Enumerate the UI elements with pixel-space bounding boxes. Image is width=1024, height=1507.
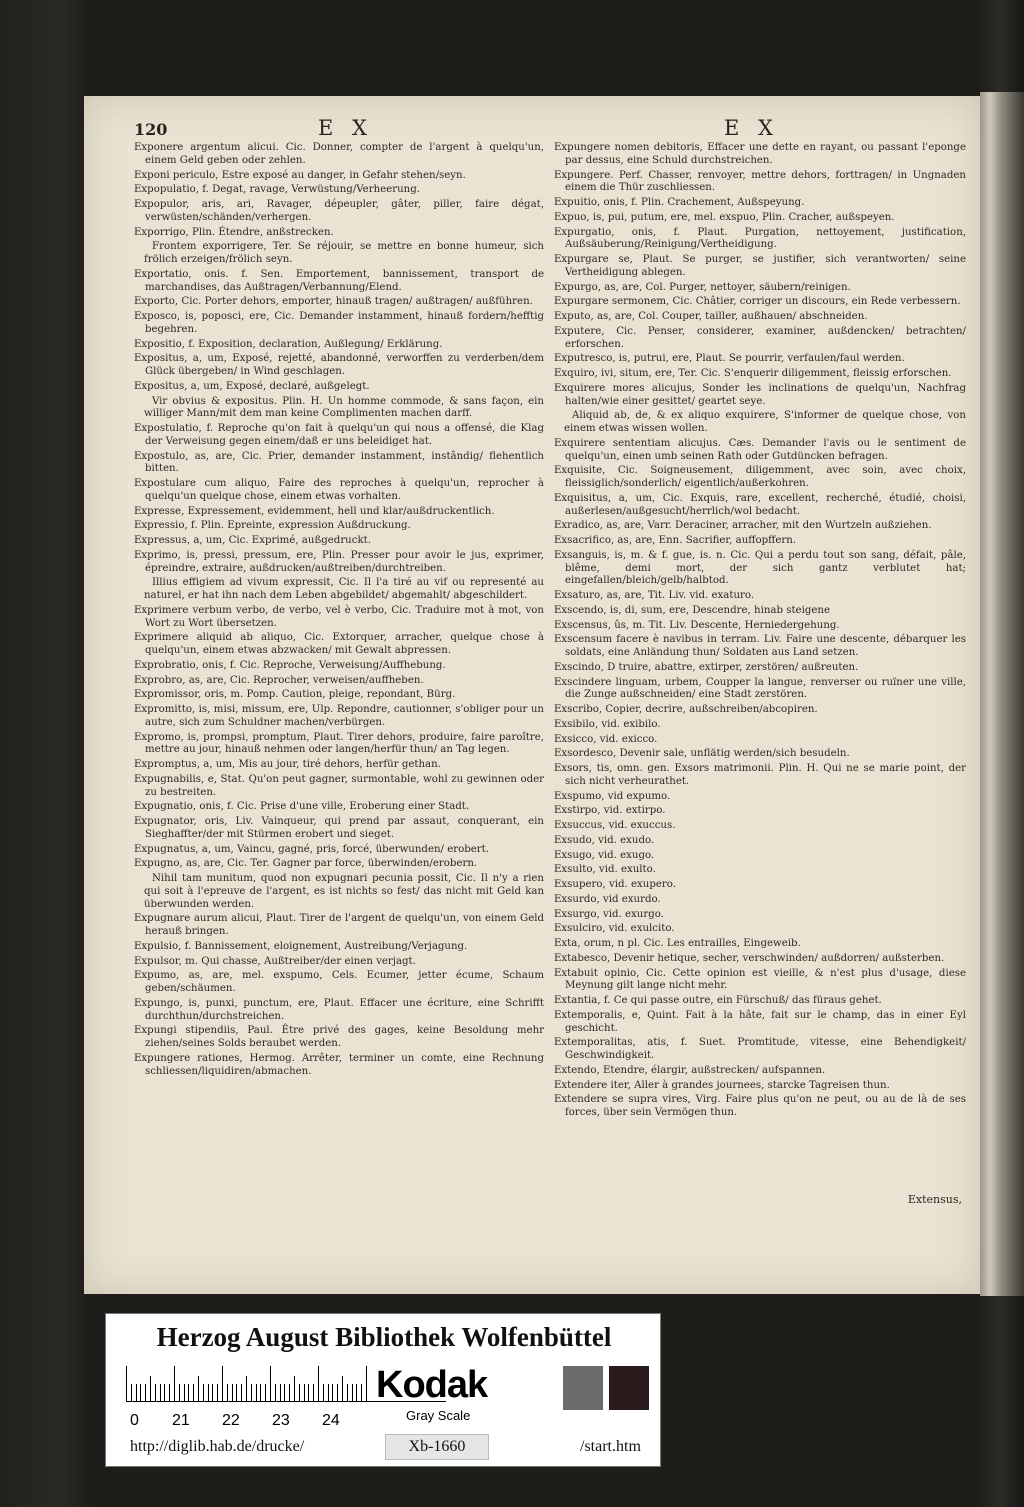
ruler-tick — [222, 1366, 223, 1402]
dictionary-entry: Exquisitus, a, um, Cic. Exquis, rare, excellent, recherché, étudié, choisi, außerlesen/außgesucht/herrlich/wol bedacht. — [554, 492, 966, 517]
ruler-tick — [289, 1384, 290, 1402]
ruler-tick — [265, 1384, 266, 1402]
dictionary-entry: Expugno, as, are, Cic. Ter. Gagner par force, überwinden/erobern. — [134, 858, 478, 870]
library-target-card — [105, 1313, 661, 1467]
dictionary-entry: Exprobro, as, are, Cic. Reprocher, verweisen/auffheben. — [134, 674, 424, 686]
ruler-tick — [260, 1384, 261, 1402]
dictionary-entry: Expulsor, m. Qui chasse, Außtreiber/der einen verjagt. — [134, 955, 416, 967]
library-url: http://diglib.hab.de/drucke/ — [130, 1438, 305, 1455]
ruler-tick — [217, 1384, 218, 1402]
ruler-tick — [366, 1366, 367, 1402]
dictionary-entry: Exsupero, vid. exupero. — [554, 879, 676, 890]
dictionary-entry: Expromo, is, prompsi, promptum, Plaut. Tirer dehors, produire, faire paroître, mettre au jour, hinauß nehmen oder langen/herfür thun/ an Tag legen. — [134, 731, 544, 756]
dictionary-entry: Exquiro, ivi, situm, ere, Ter. Cic. S'enquerir diligemment, fleissig erforschen. — [554, 368, 952, 379]
dictionary-entry: Expostulatio, f. Reproche qu'on fait à quelqu'un qui nous a offensé, die Klag der Verweisung gegen einem/daß er uns beleidiget hat. — [134, 423, 544, 447]
ruler-tick — [270, 1366, 271, 1402]
ruler-tick — [140, 1384, 141, 1402]
gray-patch — [563, 1366, 603, 1410]
ruler-tick — [275, 1384, 276, 1402]
ruler-tick — [299, 1384, 300, 1402]
dictionary-entry: Expressus, a, um, Cic. Exprimé, außgedruckt. — [134, 535, 371, 546]
dictionary-entry: Exsurgo, vid. exurgo. — [554, 908, 664, 920]
dictionary-entry: Exscindo, D truire, abattre, extirper, zerstören/ außreuten. — [554, 661, 859, 673]
dictionary-entry: Exsurdo, vid exurdo. — [554, 893, 661, 905]
ruler-tick — [241, 1384, 242, 1402]
ruler-tick — [126, 1366, 127, 1402]
dictionary-entry: Extemporalis, e, Quint. Fait à la hâte, fait sur le champ, das in einer Eyl geschicht. — [554, 1009, 966, 1034]
ruler-tick — [236, 1384, 237, 1402]
dictionary-entry: Expurgare se, Plaut. Se purger, se justifier, sich verantworten/ seine Vertheidigung ablegen. — [554, 254, 966, 278]
dictionary-entry: Expostulare cum aliquo, Faire des reproches à quelqu'un, reprocher à quelqu'un quelque chose, einem etwas vorhalten. — [134, 478, 544, 502]
ruler-tick — [188, 1384, 189, 1402]
dictionary-entry: Exputresco, is, putrui, ere, Plaut. Se pourrir, verfaulen/faul werden. — [554, 353, 905, 365]
ruler-tick — [160, 1384, 161, 1402]
dictionary-entry: Extemporalitas, atis, f. Suet. Promtitude, vitesse, eine Behendigkeit/ Geschwindigkeit. — [554, 1037, 966, 1061]
dictionary-entry: Exputere, Cic. Penser, considerer, examiner, außdencken/ betrachten/ erforschen. — [554, 325, 966, 350]
dictionary-entry: Expurgare sermonem, Cic. Châtier, corriger un discours, ein Rede verbessern. — [554, 296, 961, 308]
scale-number: 22 — [222, 1412, 240, 1429]
ruler-tick — [347, 1384, 348, 1402]
ruler-tick — [164, 1384, 165, 1402]
dictionary-entry: Exsulciro, vid. exulcito. — [554, 923, 675, 935]
dictionary-entry: Exsordesco, Devenir sale, unflätig werden/sich besudeln. — [554, 748, 850, 760]
ruler-tick — [179, 1384, 180, 1402]
dictionary-entry: Exquisite, Cic. Soigneusement, diligemment, avec soin, avec choix, fleissiglich/sonderlich/ eigentlich/außerkohren. — [554, 465, 966, 489]
page-number: 120 — [134, 120, 168, 139]
dictionary-entry: Exsugo, vid. exugo. — [554, 849, 655, 861]
dictionary-entry: Expumo, as, are, mel. exspumo, Cels. Ecumer, jetter écume, Schaum geben/schäumen. — [134, 970, 544, 994]
dictionary-entry: Expungere nomen debitoris, Effacer une dette en rayant, ou passant l'eponge par dessus, eine Schuld durchstreichen. — [554, 142, 966, 166]
dictionary-entry: Expungere rationes, Hermog. Arrêter, terminer un comte, eine Rechnung schliessen/liquidiren/abmachen. — [134, 1052, 544, 1077]
ruler-tick — [198, 1376, 199, 1402]
dictionary-entry: Exsanguis, is, m. & f. gue, is. n. Cic. Qui a perdu tout son sang, défait, pâle, blême, demi mort, der sich gantz verblutet hat; eingefallen/bleich/gelb/halbtod. — [554, 549, 966, 587]
dictionary-entry: Expugnator, oris, Liv. Vainqueur, qui prend par assaut, conquerant, ein Sieghaffter/der mit Stürmen erobert und sieget. — [134, 816, 544, 840]
ruler-tick — [361, 1384, 362, 1402]
gray-scale-label: Gray Scale — [406, 1408, 471, 1423]
catchword: Extensus, — [907, 1193, 962, 1206]
ruler-tick — [323, 1384, 324, 1402]
dictionary-entry: Exta, orum, n pl. Cic. Les entrailles, Eingeweib. — [554, 938, 801, 949]
dictionary-entry: Expositio, f. Exposition, declaration, Außlegung/ Erklärung. — [134, 338, 443, 350]
ruler-tick — [174, 1366, 175, 1402]
dictionary-entry: Exporto, Cic. Porter dehors, emporter, hinauß tragen/ außtragen/ außführen. — [134, 296, 533, 308]
dictionary-entry: Expungi stipendiis, Paul. Être privé des gages, keine Besoldung mehr ziehen/seines Solds beraubet werden. — [134, 1025, 544, 1049]
dictionary-entry: Exponere argentum alicui. Cic. Donner, compter de l'argent à quelqu'un, einem Geld geben oder zehlen. — [134, 142, 544, 166]
shelfmark: Xb-1660 — [385, 1434, 489, 1460]
ruler-tick — [284, 1384, 285, 1402]
dictionary-entry: Expugnatus, a, um, Vaincu, gagné, pris, forcé, überwunden/ erobert. — [134, 843, 489, 855]
kodak-logo: Kodak — [376, 1364, 488, 1406]
ruler-tick — [203, 1384, 204, 1402]
dictionary-entry: Expresse, Expressement, evidemment, hell und klar/außdruckentlich. — [134, 505, 495, 517]
dictionary-entry: Expromitto, is, misi, missum, ere, Ulp. Repondre, cautionner, s'obliger pour un autre, sich zum Schuldner machen/verbürgen. — [134, 704, 544, 728]
ruler-tick — [155, 1384, 156, 1402]
right-column — [554, 116, 966, 1206]
dictionary-entry: Exquirere mores alicujus, Sonder les inclinations de quelqu'un, Nachfrag halten/wie einer gesittet/ geartet seye. — [554, 382, 966, 407]
dictionary-entry: Exprimere aliquid ab aliquo, Cic. Extorquer, arracher, quelque chose à quelqu'un, einem etwas abzwacken/ mit Gewalt abpressen. — [134, 632, 544, 656]
dictionary-entry: Exponi periculo, Estre exposé au danger, in Gefahr stehen/seyn. — [134, 169, 466, 181]
start-path: /start.htm — [580, 1438, 641, 1455]
dictionary-entry: Expuitio, onis, f. Plin. Crachement, Außspeyung. — [554, 197, 805, 208]
dictionary-entry: Nihil tam munitum, quod non expugnari pecunia possit, Cic. Il n'y a rien qui soit à l'epreuve de l'argent, es ist nichts so fest/ das nicht mit Geld kan überwunden werden. — [144, 873, 544, 910]
ruler-tick — [356, 1384, 357, 1402]
ruler-tick — [246, 1376, 247, 1402]
ruler-tick — [131, 1384, 132, 1402]
right-column-header: E X — [724, 116, 779, 140]
dictionary-entry: Exradico, as, are, Varr. Deraciner, arracher, mit den Wurtzeln außziehen. — [554, 520, 932, 532]
dictionary-entry: Exscindere linguam, urbem, Coupper la langue, renverser ou ruïner une ville, die Zunge außschneiden/ eine Stadt zerstören. — [554, 676, 966, 701]
dictionary-entry: Exquirere sententiam alicujus. Cæs. Demander l'avis ou le sentiment de quelqu'un, einen umb seinen Rath oder Gutdüncken befragen. — [554, 437, 966, 462]
dictionary-entry: Extabesco, Devenir hetique, secher, verschwinden/ außdorren/ außsterben. — [554, 952, 945, 964]
scale-number: 0 — [130, 1412, 139, 1429]
dark-patch — [609, 1366, 649, 1410]
left-header-row — [134, 116, 544, 138]
ruler-tick — [328, 1384, 329, 1402]
dictionary-entry: Expromissor, oris, m. Pomp. Caution, pleige, repondant, Bürg. — [134, 689, 456, 701]
ruler-tick — [256, 1384, 257, 1402]
dictionary-entry: Expugnare aurum alicui, Plaut. Tirer de l'argent de quelqu'un, von einem Geld herauß bringen. — [134, 913, 544, 937]
ruler-tick — [145, 1384, 146, 1402]
dictionary-entry: Expositus, a, um, Exposé, declaré, außgelegt. — [134, 380, 370, 392]
dictionary-entry: Expressio, f. Plin. Epreinte, expression Außdruckung. — [134, 520, 411, 532]
ruler-tick — [352, 1384, 353, 1402]
left-entry-list — [134, 142, 544, 1078]
dictionary-entry: Exsicco, vid. exicco. — [554, 733, 658, 745]
ruler-tick — [342, 1376, 343, 1402]
ruler-tick — [332, 1384, 333, 1402]
dictionary-entry: Exsuccus, vid. exuccus. — [554, 820, 676, 831]
left-column — [134, 116, 544, 1080]
dictionary-entry: Exsors, tis, omn. gen. Exsors matrimonii. Plin. H. Qui ne se marie point, der sich nicht verheurathet. — [554, 763, 966, 787]
dictionary-entry: Exstirpo, vid. extirpo. — [554, 805, 666, 817]
dictionary-entry: Extendere iter, Aller à grandes journees, starcke Tagreisen thun. — [554, 1079, 890, 1091]
dictionary-entry: Expungere. Perf. Chasser, renvoyer, mettre dehors, forttragen/ in Ungnaden einem die Thür zuschliessen. — [554, 169, 966, 194]
dictionary-entry: Exprobratio, onis, f. Cic. Reproche, Verweisung/Auffhebung. — [134, 659, 446, 671]
dictionary-entry: Expopulatio, f. Degat, ravage, Verwüstung/Verheerung. — [134, 184, 420, 196]
dictionary-entry: Illius effigiem ad vivum expressit, Cic. Il l'a tiré au vif ou representé au naturel, er hat ihn nach dem Leben abgebildet/ abgemahlt/ abgeschildert. — [144, 577, 544, 601]
facing-page-edge — [980, 92, 1024, 1296]
dictionary-entry: Exprimere verbum verbo, de verbo, vel è verbo, Cic. Traduire mot à mot, von Wort zu Wort übersetzen. — [134, 604, 544, 629]
dictionary-entry: Exprimo, is, pressi, pressum, ere, Plin. Presser pour avoir le jus, exprimer, épreindre, extraire, außdrucken/außtreiben/durchtreiben. — [134, 549, 544, 574]
dictionary-entry: Exscensus, ûs, m. Tit. Liv. Descente, Herniedergehung. — [554, 619, 840, 631]
ruler-tick — [150, 1376, 151, 1402]
left-column-header: E X — [318, 116, 373, 140]
ruler-tick — [308, 1384, 309, 1402]
dictionary-entry: Aliquid ab, de, & ex aliquo exquirere, S'informer de quelque chose, von einem etwas wissen wollen. — [564, 410, 966, 434]
ruler-tick — [251, 1384, 252, 1402]
library-title: Herzog August Bibliothek Wolfenbüttel — [156, 1322, 612, 1352]
ruler-tick — [193, 1384, 194, 1402]
ruler-tick — [313, 1384, 314, 1402]
ruler-tick — [318, 1366, 319, 1402]
ruler-tick — [232, 1384, 233, 1402]
dictionary-entry: Extendo, Etendre, élargir, außstrecken/ aufspannen. — [554, 1064, 826, 1076]
dictionary-entry: Expurgo, as, are, Col. Purger, nettoyer, säubern/reinigen. — [554, 281, 851, 293]
ruler-tick — [337, 1384, 338, 1402]
dictionary-entry: Expostulo, as, are, Cic. Prier, demander instamment, instândig/ flehentlich bitten. — [134, 450, 544, 475]
dictionary-entry: Exspumo, vid expumo. — [554, 790, 671, 802]
dictionary-entry: Exsaturo, as, are, Tit. Liv. vid. exaturo. — [554, 590, 755, 601]
ruler-tick — [294, 1376, 295, 1402]
dictionary-entry: Expulsio, f. Bannissement, eloignement, Austreibung/Verjagung. — [134, 940, 468, 952]
right-entry-list — [554, 142, 966, 1120]
dictionary-entry: Exsudo, vid. exudo. — [554, 834, 655, 846]
dictionary-entry: Expuo, is, pui, putum, ere, mel. exspuo, Plin. Cracher, außspeyen. — [554, 211, 895, 223]
dictionary-entry: Expositus, a, um, Exposé, rejetté, abandonné, verworffen zu verderben/dem Glück übergeben/ in Wind geschlagen. — [134, 353, 544, 377]
dictionary-entry: Exporrigo, Plin. Étendre, anßstrecken. — [134, 226, 334, 238]
ruler-tick — [227, 1384, 228, 1402]
dictionary-entry: Exsibilo, vid. exibilo. — [554, 718, 661, 730]
ruler-tick — [212, 1384, 213, 1402]
dictionary-entry: Expugnatio, onis, f. Cic. Prise d'une ville, Eroberung einer Stadt. — [134, 801, 470, 813]
dictionary-entry: Frontem exporrigere, Ter. Se réjouir, se mettre en bonne humeur, sich frölich erzeigen/frölich seyn. — [144, 241, 544, 265]
dictionary-entry: Expugnabilis, e, Stat. Qu'on peut gagner, surmontable, wohl zu gewinnen oder zu bestreiten. — [134, 773, 544, 798]
ruler-tick — [280, 1384, 281, 1402]
dictionary-entry: Expopulor, aris, ari, Ravager, dépeupler, gâter, piller, faire dégat, verwüsten/schänden/verhergen. — [134, 199, 544, 223]
book-page — [84, 96, 980, 1294]
dictionary-entry: Extabuit opinio, Cic. Cette opinion est vieille, & n'est plus d'usage, diese Meynung gilt lange nicht mehr. — [554, 967, 966, 992]
right-header-row — [554, 116, 966, 138]
dictionary-entry: Expurgatio, onis, f. Plaut. Purgation, nettoyement, justification, Außsäuberung/Reinigung/Vertheidigung. — [554, 226, 966, 251]
dictionary-entry: Exposco, is, poposci, ere, Cic. Demander instamment, hinauß fordern/hefftig begehren. — [134, 311, 544, 335]
dictionary-entry: Expromptus, a, um, Mis au jour, tiré dehors, herfür gethan. — [134, 759, 441, 770]
ruler-tick — [208, 1384, 209, 1402]
dictionary-entry: Exscribo, Copier, decrire, außschreiben/abcopiren. — [554, 704, 818, 715]
dictionary-entry: Exportatio, onis. f. Sen. Emportement, bannissement, transport de marchandises, das Außtragen/Verbannung/Elend. — [134, 268, 544, 293]
dictionary-entry: Exputo, as, are, Col. Couper, tailler, außhauen/ abschneiden. — [554, 311, 868, 322]
ruler-tick — [304, 1384, 305, 1402]
dictionary-entry: Vir obvius & expositus. Plin. H. Un homme commode, & sans façon, ein williger Mann/mit dem man keine Complimenten machen darff. — [144, 395, 544, 420]
dictionary-entry: Extendere se supra vires, Virg. Faire plus qu'on ne peut, ou au de là de ses forces, über sein Vermögen thun. — [554, 1094, 966, 1118]
scale-number: 24 — [322, 1412, 340, 1429]
scale-number: 21 — [172, 1412, 190, 1429]
dictionary-entry: Exsulto, vid. exulto. — [554, 864, 656, 876]
scale-number: 23 — [272, 1412, 290, 1429]
ruler-tick — [169, 1384, 170, 1402]
dictionary-entry: Extantia, f. Ce qui passe outre, ein Fürschuß/ das füraus gehet. — [554, 995, 882, 1006]
dictionary-entry: Exscensum facere è navibus in terram. Liv. Faire une descente, débarquer les soldats, eine Anländung thun/ Soldaten aus Land setzen. — [554, 634, 966, 658]
dictionary-entry: Expungo, is, punxi, punctum, ere, Plaut. Effacer une écriture, eine Schrifft durchthun/durchstreichen. — [134, 997, 544, 1022]
dictionary-entry: Exsacrifico, as, are, Enn. Sacrifier, auffopffern. — [554, 535, 797, 546]
ruler-tick — [136, 1384, 137, 1402]
dictionary-entry: Exscendo, is, di, sum, ere, Descendre, hinab steigene — [554, 604, 830, 616]
ruler-tick — [184, 1384, 185, 1402]
